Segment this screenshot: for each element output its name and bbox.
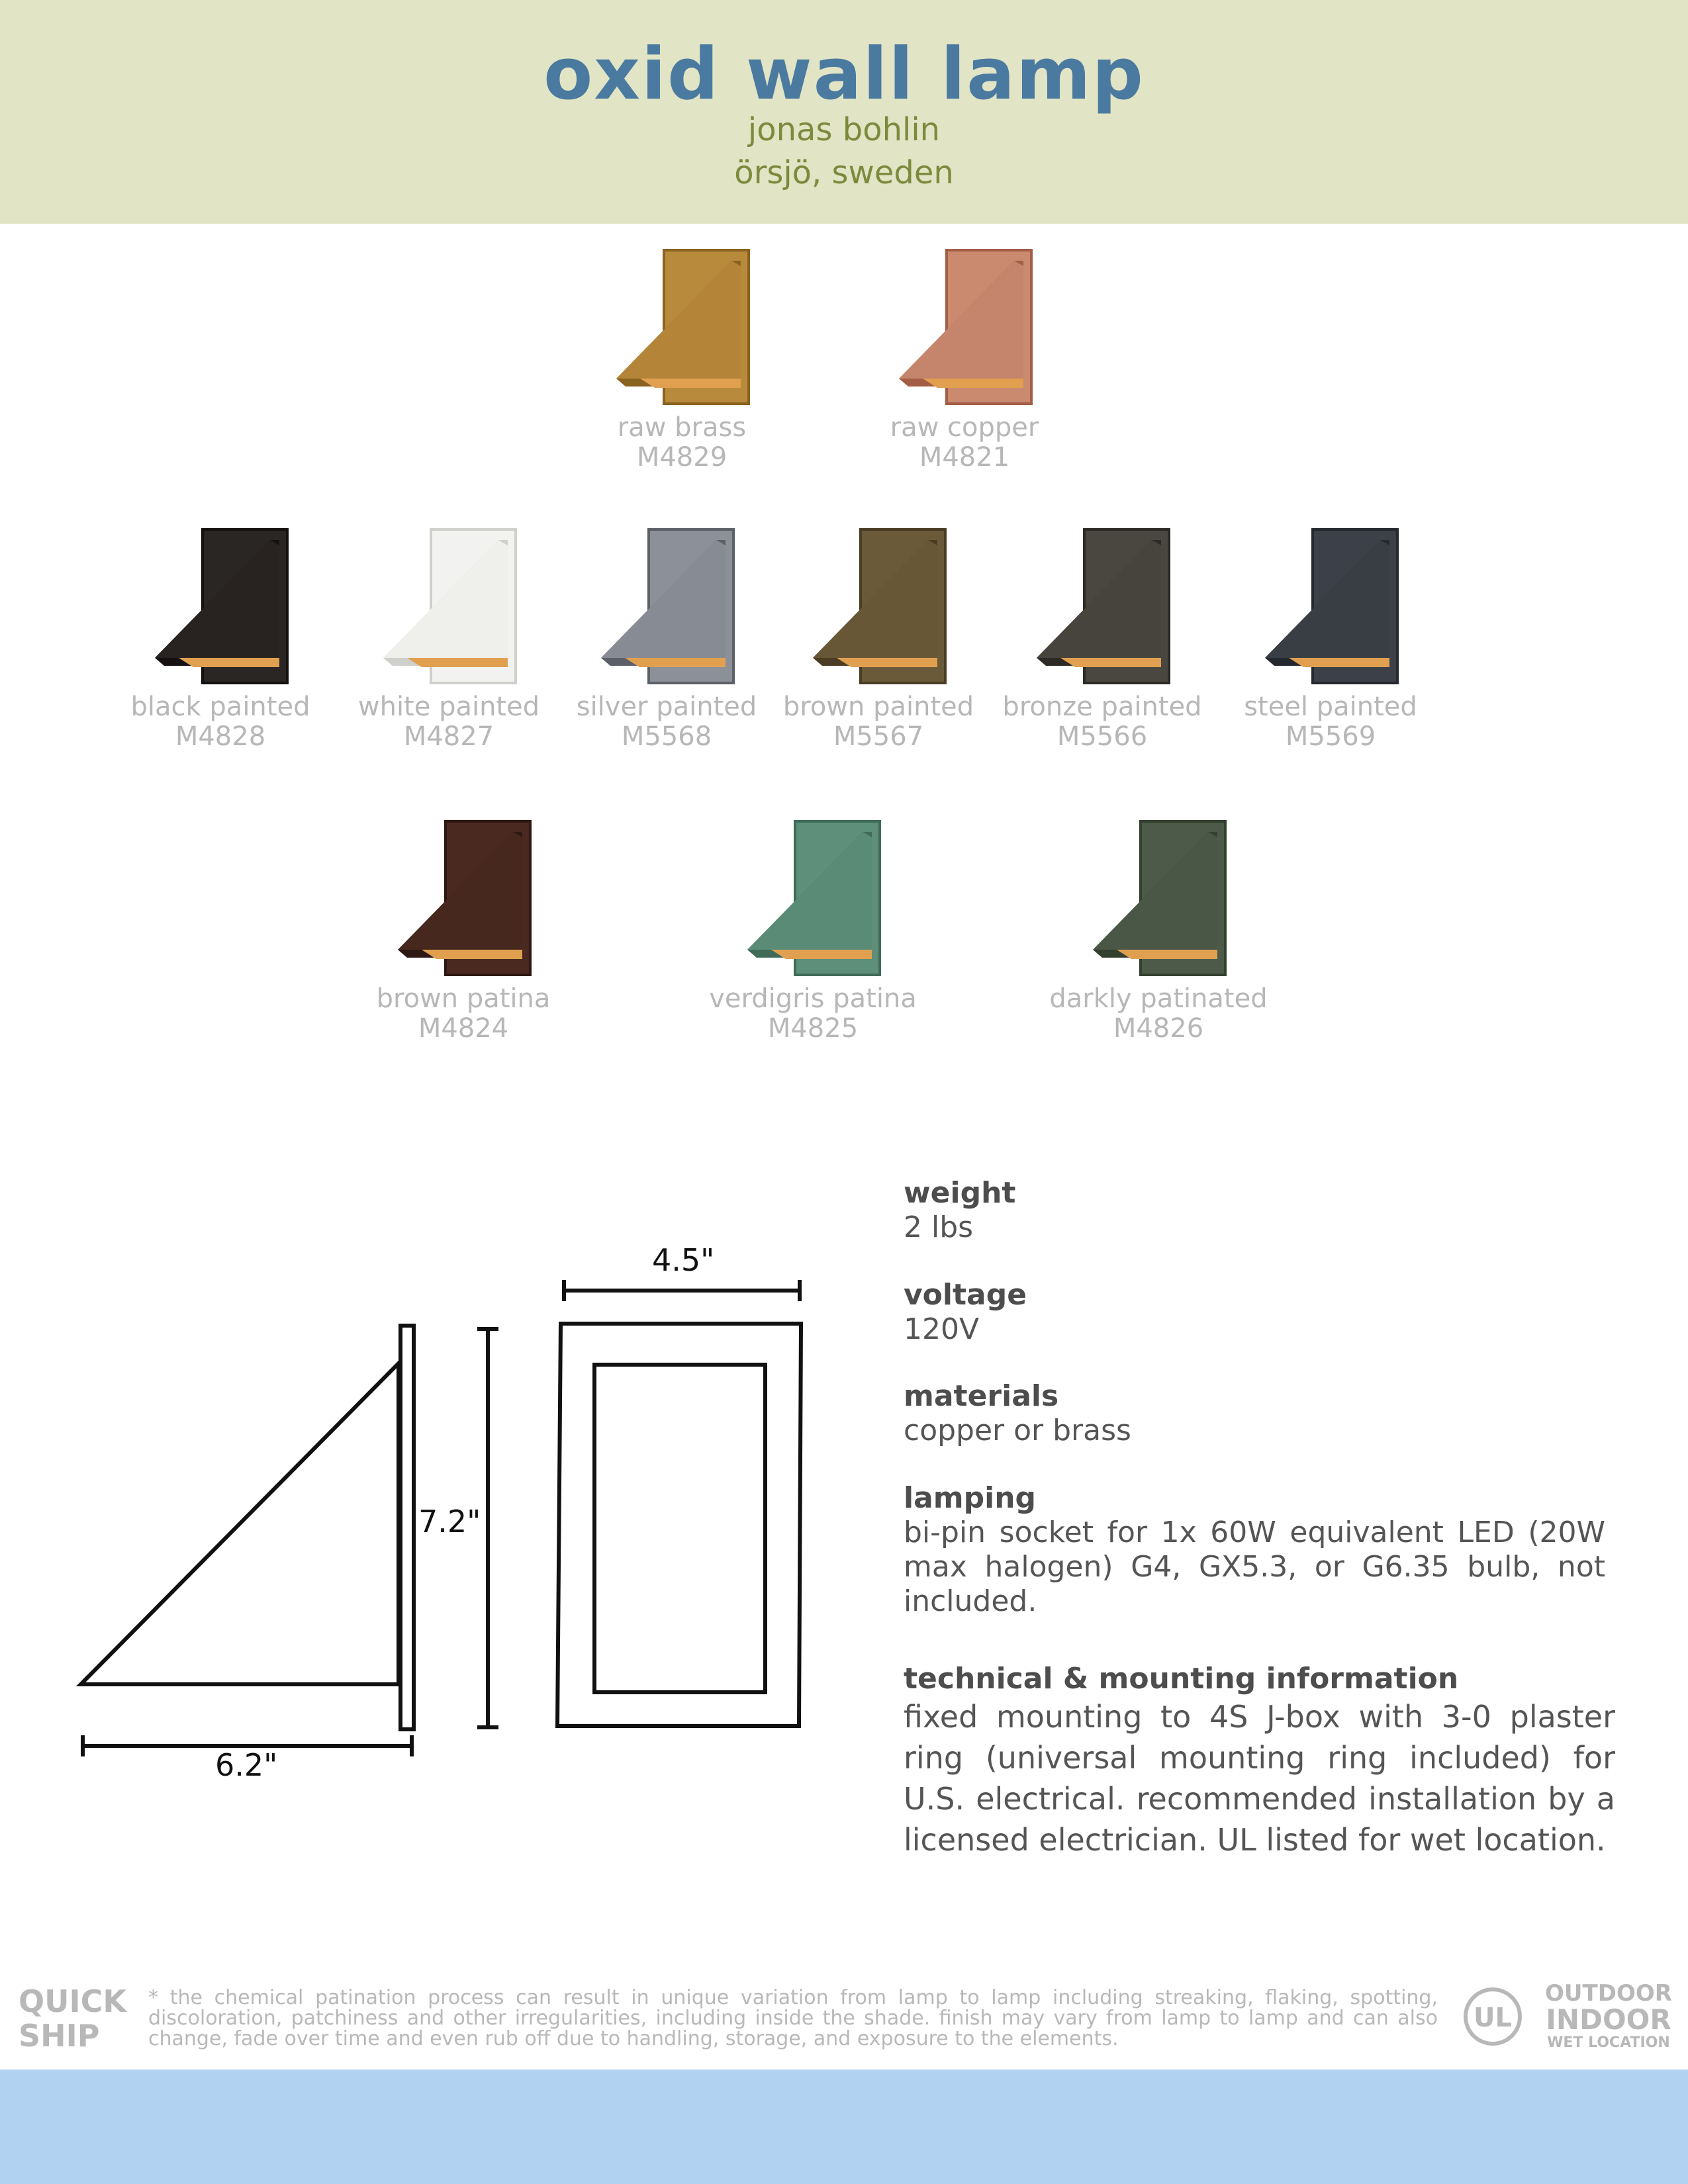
finish-code: M4827 — [403, 721, 494, 752]
wall-lamp-icon — [138, 525, 303, 692]
finish-swatch — [108, 525, 333, 752]
finish-code: M4821 — [919, 442, 1010, 473]
spec-label: voltage — [904, 1278, 1027, 1312]
finish-code: M4824 — [418, 1013, 509, 1044]
finish-name: brown painted — [782, 692, 974, 722]
spec-weight — [904, 1176, 1615, 1245]
wall-lamp-icon — [1076, 817, 1241, 984]
finish-name: black painted — [130, 692, 310, 722]
finish-name: raw copper — [890, 412, 1039, 443]
finish-name: verdigris patina — [709, 983, 917, 1014]
wall-lamp-icon — [599, 246, 765, 413]
spec-lamping — [904, 1481, 1605, 1619]
wall-lamp-icon — [730, 817, 896, 984]
wall-lamp-icon — [1019, 525, 1185, 692]
spec-value: 2 lbs — [904, 1210, 974, 1244]
finish-swatch — [1218, 525, 1443, 752]
designer-name: jonas bohlin — [747, 111, 941, 148]
location-rating — [1542, 1981, 1675, 2052]
finish-swatch — [554, 525, 779, 752]
quick-ship-badge — [19, 1984, 126, 2053]
spec-label: technical & mounting information — [904, 1662, 1459, 1696]
height-dimension-label: 7.2" — [418, 1504, 481, 1539]
finish-swatch — [569, 246, 794, 473]
finish-name: silver painted — [576, 692, 757, 722]
side-profile-shade — [81, 1363, 399, 1684]
ul-listed-icon — [1463, 1987, 1523, 2046]
finish-swatch — [700, 817, 925, 1044]
finish-swatch — [766, 525, 991, 752]
spec-value: 120V — [904, 1312, 980, 1346]
spec-materials — [904, 1379, 1615, 1448]
header-band — [0, 0, 1688, 224]
wall-lamp-icon — [381, 817, 546, 984]
finish-code: M4825 — [767, 1013, 859, 1044]
finish-name: bronze painted — [1002, 692, 1202, 722]
wall-lamp-icon — [1248, 525, 1413, 692]
finish-swatch — [852, 246, 1077, 473]
ul-mark-text: UL — [1474, 2003, 1512, 2033]
finish-swatch — [336, 525, 561, 752]
spec-mounting — [904, 1662, 1615, 1860]
dimension-drawing — [0, 1125, 874, 1820]
finish-swatch — [990, 525, 1215, 752]
maker-name: örsjö, sweden — [734, 154, 954, 191]
location-wet: WET LOCATION — [1547, 2034, 1670, 2051]
finish-code: M5566 — [1056, 721, 1148, 752]
spec-value: copper or brass — [904, 1414, 1131, 1447]
location-indoor: INDOOR — [1546, 2003, 1671, 2036]
finish-name: brown patina — [376, 983, 551, 1014]
patination-note: * the chemical patination process can result in unique variation from lamp to lamp including streaking, flaking, spotting, discoloration, patchiness and other irregularities, including inside the shade. finish may vary from lamp to lamp and can also change, fade over time and even rub off due to handling, storage, and exposure to the elements. — [148, 1986, 1438, 2050]
finish-swatch — [351, 817, 576, 1044]
spec-label: weight — [904, 1176, 1016, 1210]
spec-voltage — [904, 1278, 1615, 1347]
finish-name: steel painted — [1244, 692, 1417, 722]
front-view-shade — [594, 1365, 765, 1692]
finish-name: raw brass — [617, 412, 747, 443]
finish-code: M5568 — [621, 721, 712, 752]
finish-code: M4826 — [1113, 1013, 1204, 1044]
finish-name: darkly patinated — [1049, 983, 1268, 1014]
depth-dimension-label: 6.2" — [215, 1747, 278, 1783]
location-outdoor: OUTDOOR — [1545, 1980, 1672, 2007]
spec-label: materials — [904, 1379, 1059, 1413]
side-profile-backplate — [400, 1326, 414, 1729]
footer-band — [0, 2070, 1688, 2184]
finish-code: M5569 — [1285, 721, 1376, 752]
spec-value: bi-pin socket for 1x 60W equivalent LED (20W max halogen) G4, GX5.3, or G6.35 bulb, not included. — [904, 1516, 1605, 1618]
finish-code: M5567 — [833, 721, 924, 752]
spec-value: fixed mounting to 4S J-box with 3-0 plaster ring (universal mounting ring included) for U.S. electrical. recommended installation by a licensed electrician. UL listed for wet location. — [904, 1699, 1615, 1858]
quick-ship-line1: QUICK — [19, 1983, 126, 2019]
finish-code: M4828 — [175, 721, 266, 752]
finish-swatch — [1046, 817, 1271, 1044]
wall-lamp-icon — [366, 525, 532, 692]
finish-code: M4829 — [636, 442, 727, 473]
wall-lamp-icon — [584, 525, 749, 692]
spec-label: lamping — [904, 1481, 1037, 1515]
quick-ship-line2: SHIP — [19, 2018, 100, 2054]
page-title: oxid wall lamp — [543, 33, 1145, 116]
wall-lamp-icon — [796, 525, 961, 692]
wall-lamp-icon — [882, 246, 1047, 413]
width-dimension-label: 4.5" — [652, 1242, 715, 1278]
finish-name: white painted — [357, 692, 540, 722]
